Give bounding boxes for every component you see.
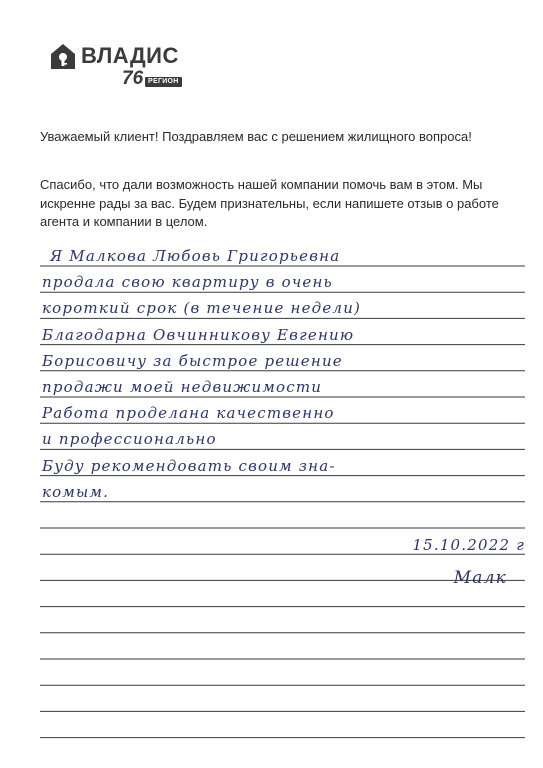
company-logo: [50, 43, 220, 95]
handwritten-date: 15.10.2022 г: [412, 536, 525, 554]
handwritten-signature: Малк: [453, 568, 507, 588]
brand-name: ВЛАДИС: [81, 43, 179, 68]
thanks-paragraph: Спасибо, что дали возможность нашей компании помочь вам в этом. Мы искренне рады за вас. Будем признательны, если напишете отзыв о работе агента и компании в целом.: [40, 177, 499, 229]
handwritten-line: короткий срок (в течение недели): [42, 299, 362, 318]
handwritten-line: Благодарна Овчинникову Евгению: [42, 325, 355, 344]
handwritten-line: Работа проделана качественно: [42, 404, 335, 423]
handwritten-line: Буду рекомендовать своим зна-: [42, 456, 336, 475]
house-key-icon: [50, 43, 76, 70]
region-label: РЕГИОН: [145, 77, 182, 87]
greeting-text: Уважаемый клиент! Поздравляем вас с решением жилищного вопроса!: [40, 129, 472, 144]
ruled-lines: [40, 246, 525, 766]
handwritten-line: продала свою квартиру в очень: [42, 273, 333, 292]
handwritten-line: продажи моей недвижимости: [42, 378, 323, 396]
handwritten-line: Я Малкова Любовь Григорьевна: [50, 247, 341, 265]
handwritten-line: Борисовичу за быстрое решение: [42, 351, 343, 370]
region-number: 76: [122, 68, 144, 89]
handwriting-area: [40, 246, 525, 766]
handwritten-line: и профессионально: [42, 430, 217, 449]
handwritten-line: комым.: [42, 482, 110, 501]
